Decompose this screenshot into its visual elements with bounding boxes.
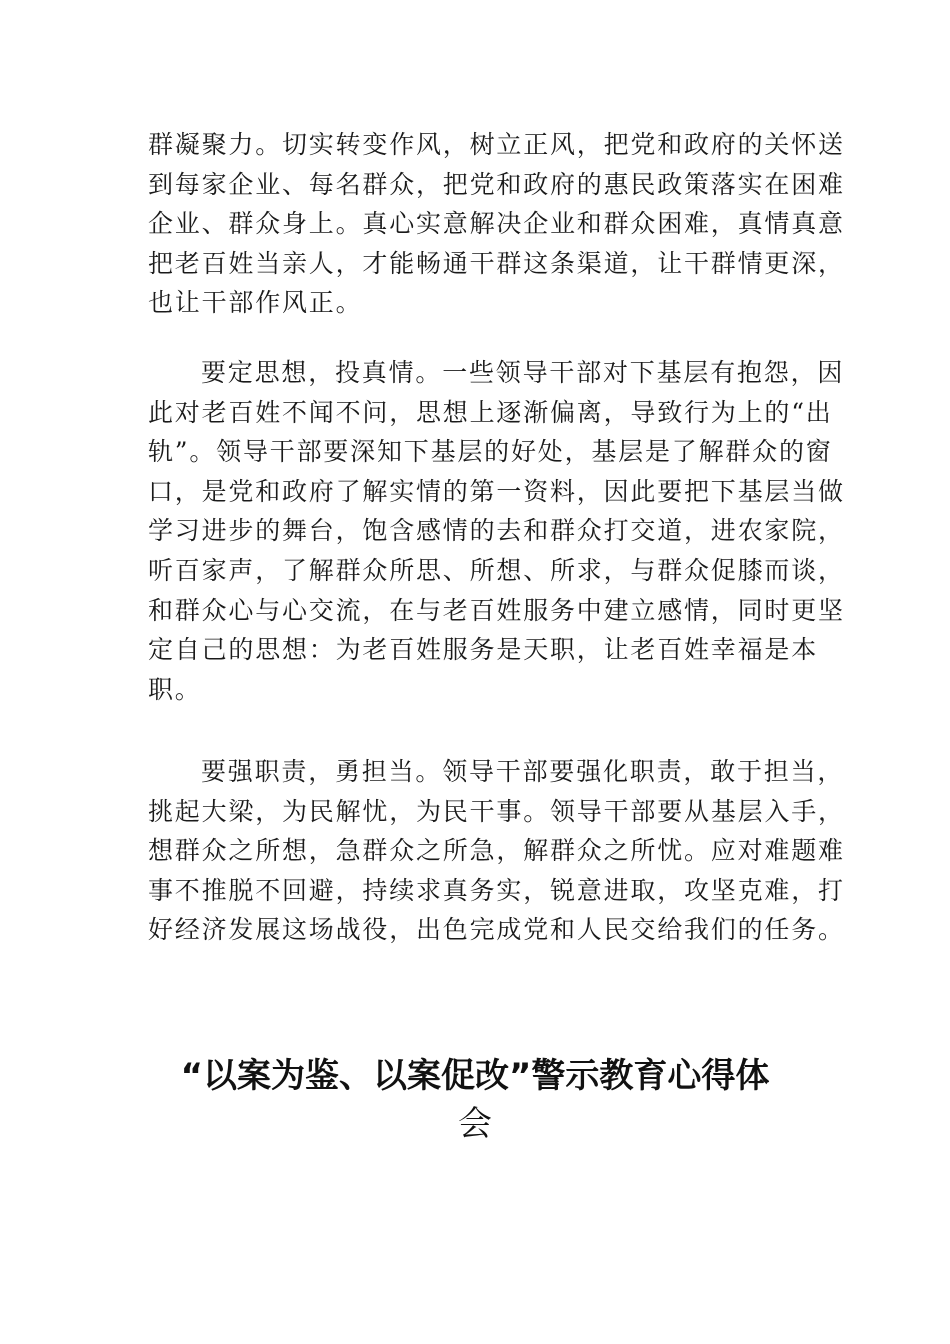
paragraph-line: 要强职责，勇担当。领导干部要强化职责，敢于担当， <box>201 757 845 786</box>
paragraph-line: 学习进步的舞台，饱含感情的去和群众打交道，进农家院， <box>148 516 845 546</box>
paragraph-line: 想群众之所想，急群众之所急，解群众之所忧。应对难题难 <box>148 836 845 866</box>
paragraph-line: 挑起大梁，为民解忧，为民干事。领导干部要从基层入手， <box>148 796 845 826</box>
paragraph-responsibility <box>148 752 845 950</box>
paragraph-line: 定自己的思想：为老百姓服务是天职，让老百姓幸福是本 <box>148 635 819 665</box>
paragraph-line: 到每家企业、每名群众，把党和政府的惠民政策落实在困难 <box>148 169 845 199</box>
heading-line: 会 <box>458 1104 492 1144</box>
paragraph-thought <box>148 353 845 709</box>
paragraph-continuation <box>148 125 845 323</box>
heading-line: “以案为鉴、以案促改”警示教育心得体 <box>180 1056 770 1096</box>
paragraph-line: 群凝聚力。切实转变作风，树立正风，把党和政府的关怀送 <box>148 130 845 159</box>
paragraph-line: 听百家声，了解群众所思、所想、所求，与群众促膝而谈， <box>148 555 845 585</box>
paragraph-line: 好经济发展这场战役，出色完成党和人民交给我们的任务。 <box>148 915 845 945</box>
paragraph-line: 要定思想，投真情。一些领导干部对下基层有抱怨，因 <box>201 358 845 387</box>
paragraph-line: 此对老百姓不闻不问，思想上逐渐偏离，导致行为上的“出 <box>148 397 833 427</box>
paragraph-line: 和群众心与心交流，在与老百姓服务中建立感情，同时更坚 <box>148 595 845 625</box>
paragraph-line: 事不推脱不回避，持续求真务实，锐意进取，攻坚克难，打 <box>148 875 845 905</box>
paragraph-line: 职。 <box>148 674 202 704</box>
section-heading <box>120 1052 830 1148</box>
paragraph-line: 把老百姓当亲人，才能畅通干群这条渠道，让干群情更深， <box>148 248 845 278</box>
paragraph-line: 轨”。领导干部要深知下基层的好处，基层是了解群众的窗 <box>148 437 833 467</box>
paragraph-line: 企业、群众身上。真心实意解决企业和群众困难，真情真意 <box>148 209 845 239</box>
paragraph-line: 口，是党和政府了解实情的第一资料，因此要把下基层当做 <box>148 476 845 506</box>
paragraph-line: 也让干部作风正。 <box>148 288 363 318</box>
